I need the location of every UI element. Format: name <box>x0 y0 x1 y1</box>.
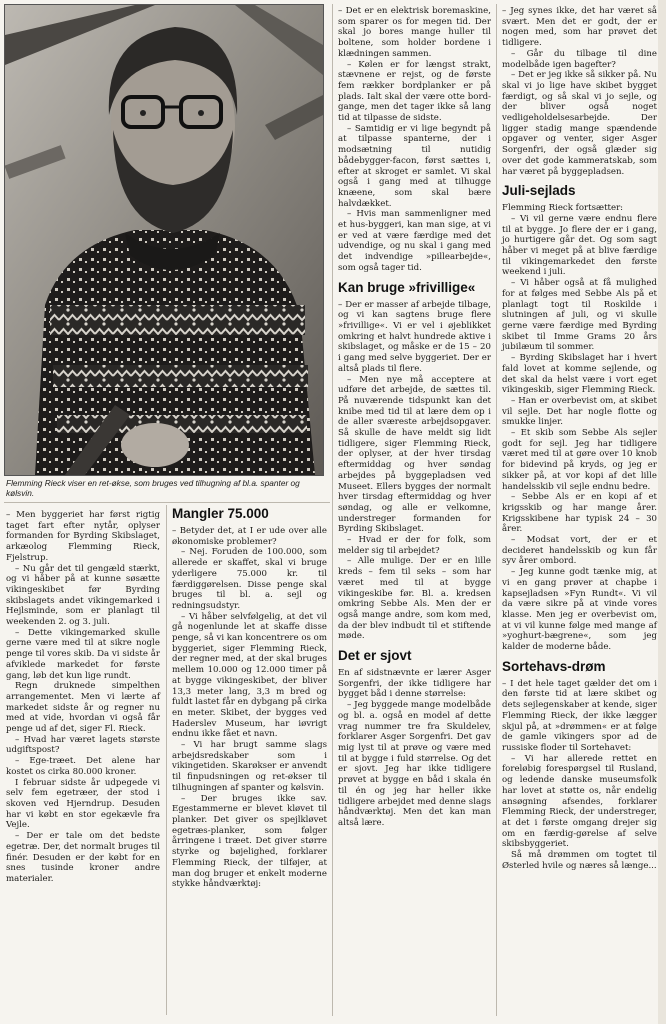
paragraph: Regn druknede simpelthen arrangementet. Men vi lærte af markedet sidste år og regner nu med at vide, hvordan vi også får penge ud af det, siger Fl. Rieck. <box>6 681 160 735</box>
paragraph: – Der er masser af arbejde tilbage, og vi kan sagtens bruge flere »frivillige«. Vi er vel i øjeblikket omkring et halvt hundrede aktive i skibslaget, og måske er de 15 – 20 i gang med selve byggeriet. Der er altså plads til flere. <box>338 299 491 374</box>
column-rule <box>332 4 333 1016</box>
portrait-photo <box>4 4 324 476</box>
paragraph: – Betyder det, at I er ude over alle økonomiske problemer? <box>172 526 327 547</box>
paragraph: – Jeg kunne godt tænke mig, at vi en gang prøver at chapbe i kapsejladsen »Fyn Rundt«. Vi vil da være sikre på at vinde vores klasse. Men jeg er overbevist om, at vi vil kunne følge med mange af »yoghurt-bægrene«, som jeg kalder de moderne både. <box>502 567 657 653</box>
subheading-frivillige: Kan bruge »frivillige« <box>338 279 476 295</box>
paragraph: I februar sidste år udpegede vi selv fem egetræer, der stod i skoven ved Hjerndrup. Desuden har vi købt en stor egekævle fra Vejle. <box>6 777 160 831</box>
paragraph: – Dette vikingemarked skulle gerne være med til at sikre nogle penge til vores skib. Da vi sidste år afviklede markedet for første gang, løb det kun lige rundt. <box>6 627 160 681</box>
paragraph: – Hvad har været lagets største udgiftspost? <box>6 734 160 756</box>
paragraph: – Vi håber også at få mulighed for at følges med Sebbe Als på et planlagt togt til Roskilde i slutningen af juli, og vi skulle gerne være færdige med Byrding skibet til Imme Grams 20 års jubilæum til sommer. <box>502 278 657 353</box>
paragraph: – Kølen er for længst strakt, stævnene er rejst, og de første fem rækker bordplanker er på plads. Ialt skal der være otte bord-gange, men det tager ikke så lang tid at tilpasse de sidste. <box>338 59 491 124</box>
subheading-sortehav: Sortehavs-drøm <box>502 658 606 674</box>
paragraph: – Jeg byggede mange modelbåde og bl. a. også en model af dette vrag nummer tre fra Skuldelev, forklarer Asger Sorgenfri. Det gav mig lyst til at prøve og være med til at bygge i fuld størrelse. Og det er sjovt. Jeg har ikke tidligere prøvet at bygge en båd i skala én til én og jeg har heller ikke tidligere arbejdet med denne slags håndværktøj. Men det kan man altså lære. <box>338 700 491 828</box>
paragraph: – Går du tilbage til dine modelbåde igen bagefter? <box>502 48 657 70</box>
photo-caption: Flemming Rieck viser en ret-økse, som bruges ved tilhugning af bl.a. spanter og kølsvin. <box>6 478 300 498</box>
middle-column <box>338 6 491 829</box>
paragraph: – Modsat vort, der er et decideret handelsskib og kun får syv årer ombord. <box>502 535 657 567</box>
paragraph: – Et skib som Sebbe Als sejler godt for sejl. Jeg har tidligere været med til at gøre over 10 knob for bidevind på kryds, og jeg er sikker på, at vor kopi af det lille handelsskib vil sejle endnu bedre. <box>502 428 657 492</box>
paragraph: – Samtidig er vi lige begyndt på at tilpasse spanterne, der i modsætning til nutidig bådebygger-facon, først sættes i, efter at skroget er samlet. Vi skal også i gang med at tilhugge knæene, som skal bære halvdækket. <box>338 123 491 209</box>
paragraph: – Han er overbevist om, at skibet vil sejle. Det har nogle flotte og smukke linjer. <box>502 395 657 428</box>
subheading-sjovt: Det er sjovt <box>338 648 412 664</box>
paragraph: – Jeg synes ikke, det har været så svært. Men det er godt, der er nogen med, som har prøvet det tidligere. <box>502 6 657 49</box>
paragraph: – Hvis man sammenligner med et hus-byggeri, kan man sige, at vi er ved at være færdige med det udvendige, og nu skal i gang med det indvendige »pillearbejde«, som også tager tid. <box>338 209 491 273</box>
paragraph: – Der bruges ikke sav. Egestammerne er blevet kløvet til planker. Det giver os spejlkløvet egetræs-planker, som følger årringene i træet. Det giver større styrke og bøjelighed, forklarer Flemming Rieck, der tilføjer, at man dog bruger et enkelt moderne stykke håndværktøj: <box>172 793 327 890</box>
paragraph: En af sidstnævnte er lærer Asger Sorgenfri, der ikke tidligere har bygget båd i denne størrelse: <box>338 668 491 700</box>
paragraph: – Der er tale om det bedste egetræ. Der, det normalt bruges til finér. Desuden er der købt for en snes tusinde kroner andre materialer. <box>6 831 160 884</box>
column-rule <box>166 505 167 1015</box>
paragraph: – Vi har brugt samme slags arbejdsredskaber som i vikingetiden. Skarøkser er anvendt til finpudsningen og ret-økser til tilhugningen af spanter og kølsvin. <box>172 740 327 793</box>
paragraph: – Ege-træet. Det alene har kostet os cirka 80.000 kroner. <box>6 756 160 777</box>
paragraph: Flemming Rieck fortsætter: <box>502 203 624 214</box>
paragraph: – Det er en elektrisk boremaskine, som sparer os for megen tid. Der skal jo bores mange huller til boltene, som holder bordene i klædningen sammen. <box>338 6 491 59</box>
paragraph: – Vi vil gerne være endnu flere til at bygge. Jo flere der er i gang, jo hurtigere går det. Og som sagt håber vi meget på at blive færdige til vikingemarkedet den første weekend i juli. <box>502 213 657 278</box>
paragraph: – Det er jeg ikke så sikker på. Nu skal vi jo lige have skibet bygget færdigt, og så skal vi jo sejle, og der bliver også noget vedligeholdelsesarbejde. Der ligger stadig mange spændende opgaver og venter, siger Asger Sorgenfri, der også glæder sig over det gode kammeratskab, som har været på byggepladsen. <box>502 70 657 177</box>
page-edge <box>658 0 666 1024</box>
paragraph: – Nej. Foruden de 100.000, som allerede er skaffet, skal vi bruge yderligere 75.000 kr. til færdiggørelsen. Disse penge skal bruges til bl. a. sejl og redningsudstyr. <box>172 547 327 611</box>
bottom-left-column <box>6 510 160 885</box>
paragraph: – Sebbe Als er en kopi af et krigsskib og har mange årer. Krigsskibene har typisk 24 – 30 årer. <box>502 492 657 535</box>
bottom-middle-column <box>172 506 327 890</box>
paragraph: – Nu går det til gengæld stærkt, og vi håber på at kunne søsætte vikingeskibet før Byrding skibslagets andet vikingemarked i Hejlsminde, som er planlagt til weekenden 2. og 3. juli. <box>6 563 160 628</box>
subheading-juli: Juli-sejlads <box>502 183 576 199</box>
subheading-mangler: Mangler 75.000 <box>172 506 269 521</box>
photo-divider <box>4 502 330 503</box>
paragraph: – Men nye må acceptere at udføre det arbejde, de sættes til. På nuværende tidspunkt kan det knibe med tid til at lære dem op i de aller sværeste arbejdsopgaver. Så skulle de have meldt sig lidt tidligere, siger Flemming Rieck, der oplyser, at der hver tirsdag eftermiddag og hver søndag arbejdes på byggepladsen ved Museet. Ellers bygges der normalt hver tirsdag eftermiddag og hver søndag, og alle er velkomne, understreger formanden for Byrding Skibslaget. <box>338 374 491 535</box>
column-rule <box>496 4 497 1016</box>
paragraph: – I det hele taget gælder det om i den første tid at lære skibet og dets sejlegenskaber at kende, siger Flemming Rieck, der ikke lægger skjul på, at »drømmen« er at følge de gamle vikingers spor ad de russiske floder til Sortehavet: <box>502 678 657 753</box>
paragraph: Så må drømmen om togtet til Østerled hvile og næres så længe... <box>502 850 657 871</box>
paragraph: – Byrding Skibslaget har i hvert fald lovet at komme sejlende, og det skal da helst være i vort eget vikingeskib, siger Flemming Rieck. <box>502 353 657 396</box>
paragraph: – Vi håber selvfølgelig, at det vil gå nogenlunde let at skaffe disse penge, så vi kan koncentrere os om byggeriet, siger Flemming Rieck, der regner med, at der skal bruges mellem 10.000 og 12.000 timer på at bygge vikingeskibet, der bliver 13,3 meter lang, 3,3 m bred og fuldt lastet får en dybgang på cirka en meter. Skibet, der bygges ved Haderslev Museum, har iøvrigt endnu ikke fået et navn. <box>172 611 327 740</box>
paragraph: – Hvad er der for folk, som melder sig til arbejdet? <box>338 535 491 556</box>
paragraph: – Vi har allerede rettet en foreløbig forespørgsel til Rusland, og ledende danske museumsfolk har lovet at støtte os, når endelig ansøgning afsendes, forklarer Flemming Rieck, der understreger, at det i første omgang drejer sig om en færdig-gørelse af selve skibsbyggeriet. <box>502 753 657 850</box>
portrait-image <box>5 5 323 475</box>
paragraph: – Men byggeriet har først rigtig taget fart efter nytår, oplyser formanden for Byrding Skibslaget, arkæolog Flemming Rieck, Fjelstrup. <box>6 510 160 563</box>
paragraph: – Alle mulige. Der er en lille kreds – fem til seks – som har været med til at bygge vikingeskibe før. Bl. a. kredsen omkring Sebbe Als. Men der er også mange andre, som kom med, da der blev indbudt til et stiftende møde. <box>338 556 491 642</box>
right-column <box>502 6 657 871</box>
